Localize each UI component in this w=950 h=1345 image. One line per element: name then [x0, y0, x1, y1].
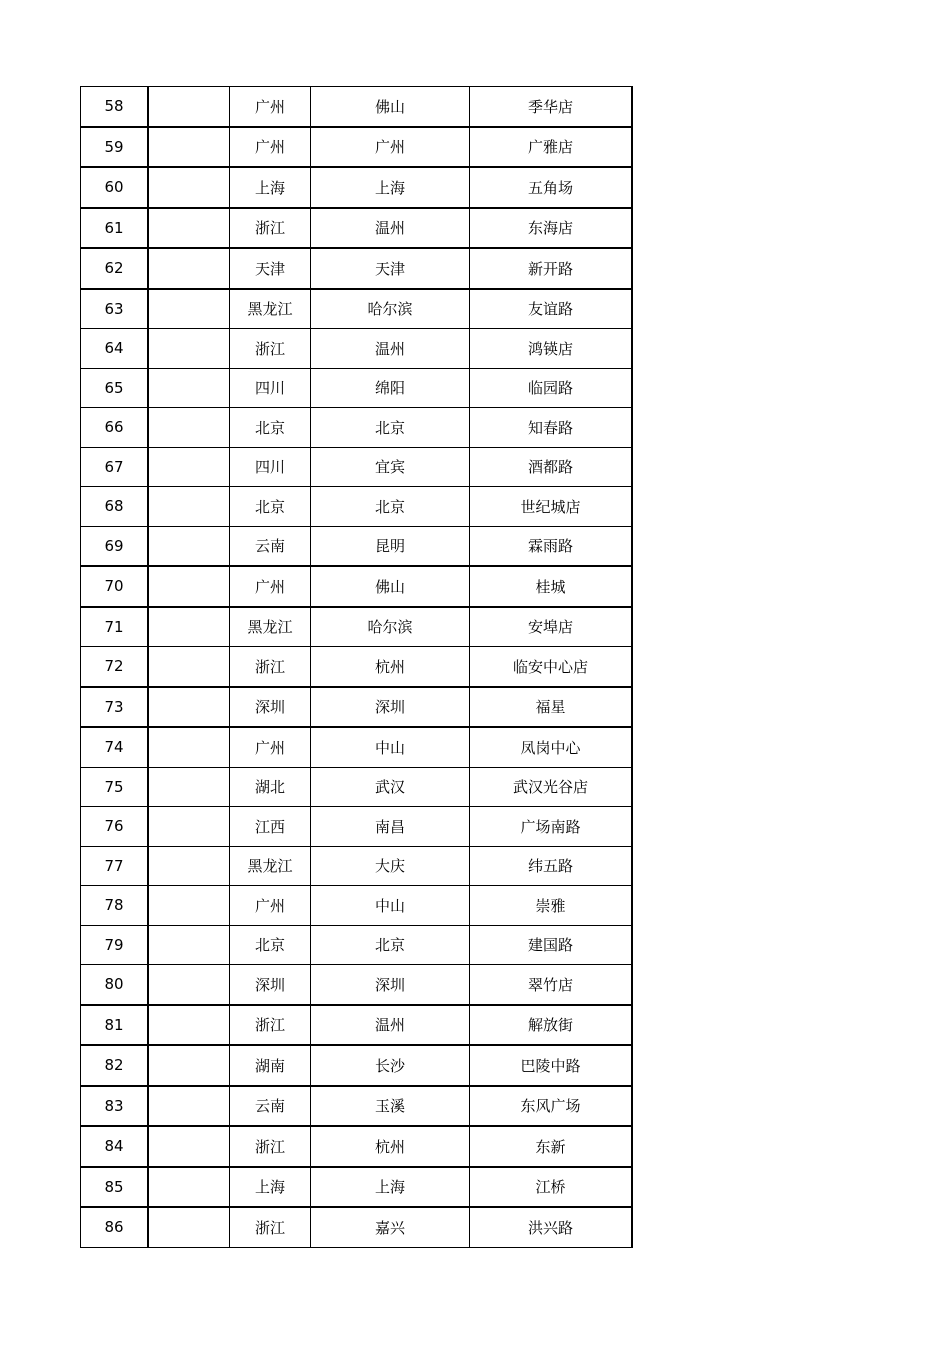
city-cell: 温州 — [311, 208, 470, 249]
table-row — [81, 647, 633, 687]
blank-cell — [148, 607, 230, 647]
blank-cell — [148, 1005, 230, 1046]
row-number-cell: 66 — [81, 408, 149, 448]
province-cell: 黑龙江 — [230, 607, 311, 647]
city-cell: 天津 — [311, 248, 470, 289]
table-row — [81, 127, 633, 168]
row-number-cell: 81 — [81, 1005, 149, 1046]
table-row — [81, 248, 633, 289]
table-row — [81, 1086, 633, 1127]
row-number-cell: 70 — [81, 566, 149, 607]
blank-cell — [148, 368, 230, 408]
row-number-cell: 72 — [81, 647, 149, 687]
row-number-cell: 86 — [81, 1207, 149, 1247]
province-cell: 北京 — [230, 925, 311, 965]
row-number-cell: 73 — [81, 687, 149, 728]
blank-cell — [148, 1045, 230, 1086]
store-name-cell: 纬五路 — [470, 846, 633, 886]
table-body — [81, 87, 633, 1248]
blank-cell — [148, 807, 230, 847]
province-cell: 浙江 — [230, 647, 311, 687]
city-cell: 广州 — [311, 127, 470, 168]
city-cell: 佛山 — [311, 87, 470, 127]
province-cell: 黑龙江 — [230, 846, 311, 886]
city-cell: 深圳 — [311, 965, 470, 1005]
row-number-cell: 61 — [81, 208, 149, 249]
city-cell: 中山 — [311, 886, 470, 926]
table-row — [81, 167, 633, 208]
store-name-cell: 洪兴路 — [470, 1207, 633, 1247]
blank-cell — [148, 487, 230, 527]
store-name-cell: 鸿锳店 — [470, 329, 633, 369]
province-cell: 深圳 — [230, 965, 311, 1005]
city-cell: 哈尔滨 — [311, 289, 470, 329]
row-number-cell: 77 — [81, 846, 149, 886]
table-row — [81, 566, 633, 607]
blank-cell — [148, 846, 230, 886]
store-name-cell: 桂城 — [470, 566, 633, 607]
table-row — [81, 767, 633, 807]
store-name-cell: 临安中心店 — [470, 647, 633, 687]
table-row — [81, 289, 633, 329]
city-cell: 武汉 — [311, 767, 470, 807]
table-row — [81, 727, 633, 767]
city-cell: 上海 — [311, 167, 470, 208]
city-cell: 嘉兴 — [311, 1207, 470, 1247]
province-cell: 上海 — [230, 167, 311, 208]
store-table — [80, 86, 633, 1248]
blank-cell — [148, 965, 230, 1005]
store-name-cell: 巴陵中路 — [470, 1045, 633, 1086]
blank-cell — [148, 727, 230, 767]
province-cell: 广州 — [230, 727, 311, 767]
store-name-cell: 霖雨路 — [470, 526, 633, 566]
province-cell: 广州 — [230, 886, 311, 926]
store-name-cell: 新开路 — [470, 248, 633, 289]
blank-cell — [148, 408, 230, 448]
row-number-cell: 68 — [81, 487, 149, 527]
store-name-cell: 福星 — [470, 687, 633, 728]
row-number-cell: 79 — [81, 925, 149, 965]
blank-cell — [148, 1167, 230, 1208]
table-row — [81, 487, 633, 527]
city-cell: 大庆 — [311, 846, 470, 886]
blank-cell — [148, 647, 230, 687]
city-cell: 南昌 — [311, 807, 470, 847]
table-row — [81, 607, 633, 647]
store-name-cell: 五角场 — [470, 167, 633, 208]
city-cell: 长沙 — [311, 1045, 470, 1086]
store-name-cell: 解放街 — [470, 1005, 633, 1046]
table-row — [81, 807, 633, 847]
blank-cell — [148, 1207, 230, 1247]
table-row — [81, 329, 633, 369]
table-row — [81, 1045, 633, 1086]
city-cell: 温州 — [311, 1005, 470, 1046]
city-cell: 杭州 — [311, 1126, 470, 1167]
province-cell: 浙江 — [230, 1207, 311, 1247]
table-row — [81, 925, 633, 965]
blank-cell — [148, 566, 230, 607]
row-number-cell: 76 — [81, 807, 149, 847]
row-number-cell: 82 — [81, 1045, 149, 1086]
store-name-cell: 东新 — [470, 1126, 633, 1167]
table-row — [81, 447, 633, 487]
row-number-cell: 74 — [81, 727, 149, 767]
city-cell: 北京 — [311, 925, 470, 965]
province-cell: 浙江 — [230, 1126, 311, 1167]
city-cell: 宜宾 — [311, 447, 470, 487]
table-row — [81, 1167, 633, 1208]
store-name-cell: 崇雅 — [470, 886, 633, 926]
table-row — [81, 1126, 633, 1167]
table-row — [81, 687, 633, 728]
city-cell: 北京 — [311, 487, 470, 527]
city-cell: 佛山 — [311, 566, 470, 607]
province-cell: 浙江 — [230, 1005, 311, 1046]
city-cell: 上海 — [311, 1167, 470, 1208]
store-name-cell: 翠竹店 — [470, 965, 633, 1005]
table-row — [81, 965, 633, 1005]
store-name-cell: 东海店 — [470, 208, 633, 249]
store-name-cell: 凤岗中心 — [470, 727, 633, 767]
province-cell: 广州 — [230, 87, 311, 127]
blank-cell — [148, 208, 230, 249]
blank-cell — [148, 886, 230, 926]
province-cell: 黑龙江 — [230, 289, 311, 329]
city-cell: 绵阳 — [311, 368, 470, 408]
row-number-cell: 59 — [81, 127, 149, 168]
city-cell: 中山 — [311, 727, 470, 767]
store-name-cell: 安埠店 — [470, 607, 633, 647]
blank-cell — [148, 1086, 230, 1127]
province-cell: 云南 — [230, 526, 311, 566]
table-row — [81, 208, 633, 249]
province-cell: 浙江 — [230, 208, 311, 249]
store-name-cell: 东风广场 — [470, 1086, 633, 1127]
province-cell: 湖北 — [230, 767, 311, 807]
city-cell: 北京 — [311, 408, 470, 448]
row-number-cell: 65 — [81, 368, 149, 408]
blank-cell — [148, 447, 230, 487]
city-cell: 昆明 — [311, 526, 470, 566]
city-cell: 深圳 — [311, 687, 470, 728]
blank-cell — [148, 767, 230, 807]
city-cell: 温州 — [311, 329, 470, 369]
city-cell: 玉溪 — [311, 1086, 470, 1127]
province-cell: 上海 — [230, 1167, 311, 1208]
blank-cell — [148, 167, 230, 208]
table-row — [81, 408, 633, 448]
store-name-cell: 临园路 — [470, 368, 633, 408]
store-name-cell: 广场南路 — [470, 807, 633, 847]
store-name-cell: 季华店 — [470, 87, 633, 127]
row-number-cell: 60 — [81, 167, 149, 208]
blank-cell — [148, 248, 230, 289]
blank-cell — [148, 526, 230, 566]
row-number-cell: 85 — [81, 1167, 149, 1208]
blank-cell — [148, 87, 230, 127]
row-number-cell: 67 — [81, 447, 149, 487]
row-number-cell: 84 — [81, 1126, 149, 1167]
province-cell: 北京 — [230, 408, 311, 448]
province-cell: 江西 — [230, 807, 311, 847]
table-row — [81, 1005, 633, 1046]
store-name-cell: 酒都路 — [470, 447, 633, 487]
store-name-cell: 世纪城店 — [470, 487, 633, 527]
store-name-cell: 建国路 — [470, 925, 633, 965]
table-row — [81, 1207, 633, 1247]
row-number-cell: 83 — [81, 1086, 149, 1127]
store-name-cell: 武汉光谷店 — [470, 767, 633, 807]
row-number-cell: 75 — [81, 767, 149, 807]
province-cell: 浙江 — [230, 329, 311, 369]
province-cell: 广州 — [230, 566, 311, 607]
row-number-cell: 58 — [81, 87, 149, 127]
row-number-cell: 80 — [81, 965, 149, 1005]
table-row — [81, 846, 633, 886]
province-cell: 湖南 — [230, 1045, 311, 1086]
table-row — [81, 886, 633, 926]
blank-cell — [148, 687, 230, 728]
blank-cell — [148, 925, 230, 965]
store-name-cell: 知春路 — [470, 408, 633, 448]
province-cell: 深圳 — [230, 687, 311, 728]
row-number-cell: 78 — [81, 886, 149, 926]
province-cell: 天津 — [230, 248, 311, 289]
province-cell: 云南 — [230, 1086, 311, 1127]
row-number-cell: 64 — [81, 329, 149, 369]
city-cell: 哈尔滨 — [311, 607, 470, 647]
blank-cell — [148, 329, 230, 369]
row-number-cell: 69 — [81, 526, 149, 566]
table-row — [81, 87, 633, 127]
store-name-cell: 江桥 — [470, 1167, 633, 1208]
province-cell: 北京 — [230, 487, 311, 527]
blank-cell — [148, 1126, 230, 1167]
blank-cell — [148, 127, 230, 168]
table-row — [81, 368, 633, 408]
province-cell: 四川 — [230, 368, 311, 408]
blank-cell — [148, 289, 230, 329]
province-cell: 广州 — [230, 127, 311, 168]
table-row — [81, 526, 633, 566]
store-name-cell: 广雅店 — [470, 127, 633, 168]
store-name-cell: 友谊路 — [470, 289, 633, 329]
row-number-cell: 62 — [81, 248, 149, 289]
city-cell: 杭州 — [311, 647, 470, 687]
row-number-cell: 63 — [81, 289, 149, 329]
province-cell: 四川 — [230, 447, 311, 487]
row-number-cell: 71 — [81, 607, 149, 647]
